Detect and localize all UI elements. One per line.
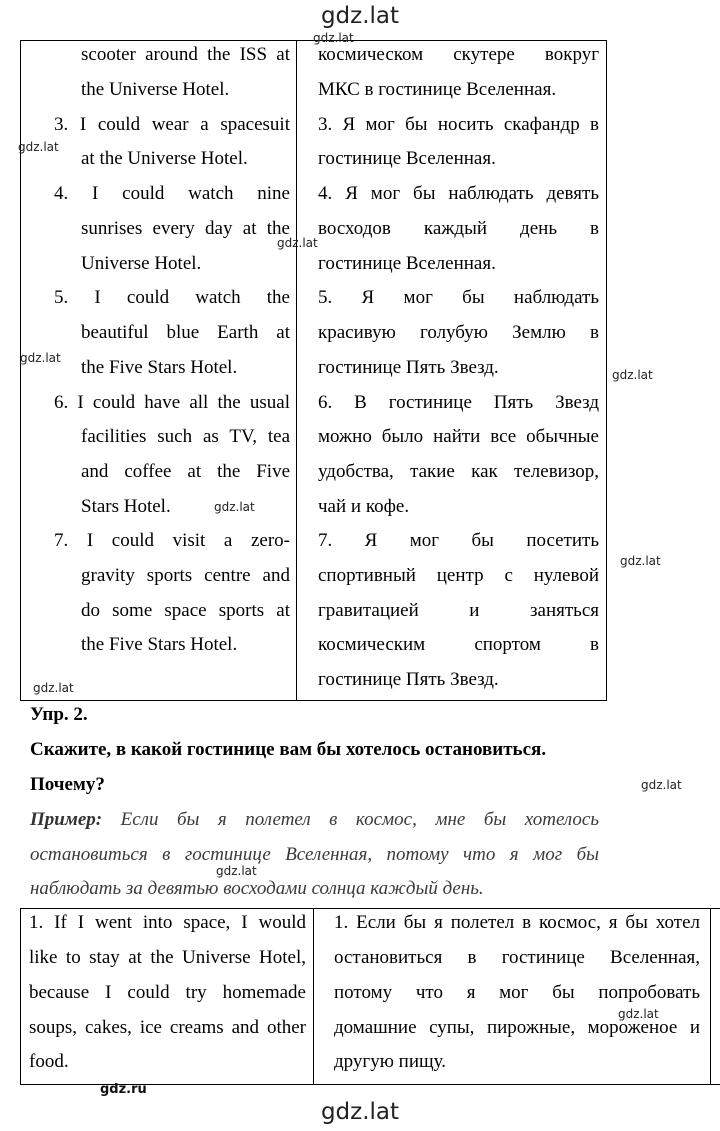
source-mark: gdz.ru (100, 1082, 147, 1097)
table2-left-line: because I could try homemade (29, 982, 306, 1003)
table1-column-divider (296, 40, 297, 701)
table1-left-line: facilities such as TV, tea (81, 426, 290, 447)
table1-left-line: and coffee at the Five (81, 461, 290, 482)
table2-left-line: food. (29, 1051, 69, 1072)
example-line: наблюдать за девятью восходами солнца каждый день. (30, 878, 484, 899)
watermark: gdz.lat (620, 554, 661, 568)
watermark: gdz.lat (20, 351, 61, 365)
table1-left-line: sunrises every day at the (81, 218, 290, 239)
table1-right-line: космическим спортом в (318, 634, 599, 655)
watermark: gdz.lat (612, 368, 653, 382)
table2-right-border (710, 908, 711, 1085)
table2-left-line: like to stay at the Universe Hotel, (29, 947, 306, 968)
table1-left-line: 5. I could watch the (54, 287, 290, 308)
table2-right-line: потому что я мог бы попробовать (334, 982, 700, 1003)
site-title-bottom: gdz.lat (320, 1099, 400, 1125)
table1-right-line: восходов каждый день в (318, 218, 599, 239)
watermark: gdz.lat (618, 1007, 659, 1021)
table1-left-line: 4. I could watch nine (54, 183, 290, 204)
watermark: gdz.lat (33, 681, 74, 695)
table1-left-line: do some space sports at (81, 600, 290, 621)
table2-left-line: soups, cakes, ice creams and other (29, 1017, 306, 1038)
site-title-top: gdz.lat (320, 3, 400, 29)
exercise-number: Упр. 2. (30, 704, 88, 725)
table1-right-line: чай и кофе. (318, 496, 410, 517)
table1-left-line: beautiful blue Earth at (81, 322, 290, 343)
table1-left-line: gravity sports centre and (81, 565, 290, 586)
table1-left-line: at the Universe Hotel. (81, 148, 248, 169)
table1-left-line: the Five Stars Hotel. (81, 357, 238, 378)
table2-right-line: остановиться в гостинице Вселенная, (334, 947, 700, 968)
watermark: gdz.lat (18, 140, 59, 154)
table2-right-line: другую пищу. (334, 1051, 446, 1072)
table1-right-line: гостинице Вселенная. (318, 148, 496, 169)
table1-right-line: гостинице Пять Звезд. (318, 669, 499, 690)
table1-right-line: гостинице Пять Звезд. (318, 357, 499, 378)
table1-left-line: the Five Stars Hotel. (81, 634, 238, 655)
watermark: gdz.lat (313, 31, 354, 45)
exercise-task-line: Скажите, в какой гостинице вам бы хотелось остановиться. (30, 739, 547, 760)
table1-left-line: the Universe Hotel. (81, 79, 230, 100)
table1-left-line: 7. I could visit a zero- (54, 530, 290, 551)
table2-top-border (20, 908, 720, 909)
table1-right-line: 7. Я мог бы посетить (318, 530, 599, 551)
watermark: gdz.lat (641, 778, 682, 792)
table1-right-line: гостинице Вселенная. (318, 253, 496, 274)
table1-left-line: 3. I could wear a spacesuit (54, 114, 290, 135)
table2-right-line: 1. Если бы я полетел в космос, я бы хотел (334, 912, 700, 933)
table1-left-line: Stars Hotel. (81, 496, 171, 517)
watermark: gdz.lat (214, 500, 255, 514)
table1-left-border (20, 40, 21, 700)
table1-left-line: 6. I could have all the usual (54, 392, 290, 413)
table1-right-line: красивую голубую Землю в (318, 322, 599, 343)
watermark: gdz.lat (216, 864, 257, 878)
table2-right-line: домашние супы, пирожные, мороженое и (334, 1017, 700, 1038)
table1-right-line: 6. В гостинице Пять Звезд (318, 392, 599, 413)
example-line (30, 808, 599, 831)
table1-left-line: scooter around the ISS at (81, 44, 290, 65)
table1-right-line: 3. Я мог бы носить скафандр в (318, 114, 599, 135)
table1-left-line: Universe Hotel. (81, 253, 202, 274)
table1-right-line: космическом скутере вокруг (318, 44, 599, 65)
example-text: Если бы я полетел в космос, мне бы хотелось (120, 809, 600, 830)
table2-left-border (20, 908, 21, 1085)
table2-left-line: 1. If I went into space, I would (29, 912, 306, 933)
table1-bottom-border (20, 700, 607, 701)
table2-column-divider (313, 908, 314, 1085)
table1-right-line: 4. Я мог бы наблюдать девять (318, 183, 599, 204)
table1-right-line: удобства, такие как телевизор, (318, 461, 599, 482)
watermark: gdz.lat (277, 236, 318, 250)
table1-right-line: можно было найти все обычные (318, 426, 599, 447)
table1-right-line: МКС в гостинице Вселенная. (318, 79, 557, 100)
table1-right-line: спортивный центр с нулевой (318, 565, 599, 586)
table1-right-line: гравитацией и заняться (318, 600, 599, 621)
example-line: остановиться в гостинице Вселенная, потому что я мог бы (30, 844, 599, 865)
table1-right-border (606, 40, 607, 701)
exercise-task-line: Почему? (30, 774, 105, 795)
table1-right-line: 5. Я мог бы наблюдать (318, 287, 599, 308)
example-label: Пример: (30, 809, 103, 830)
